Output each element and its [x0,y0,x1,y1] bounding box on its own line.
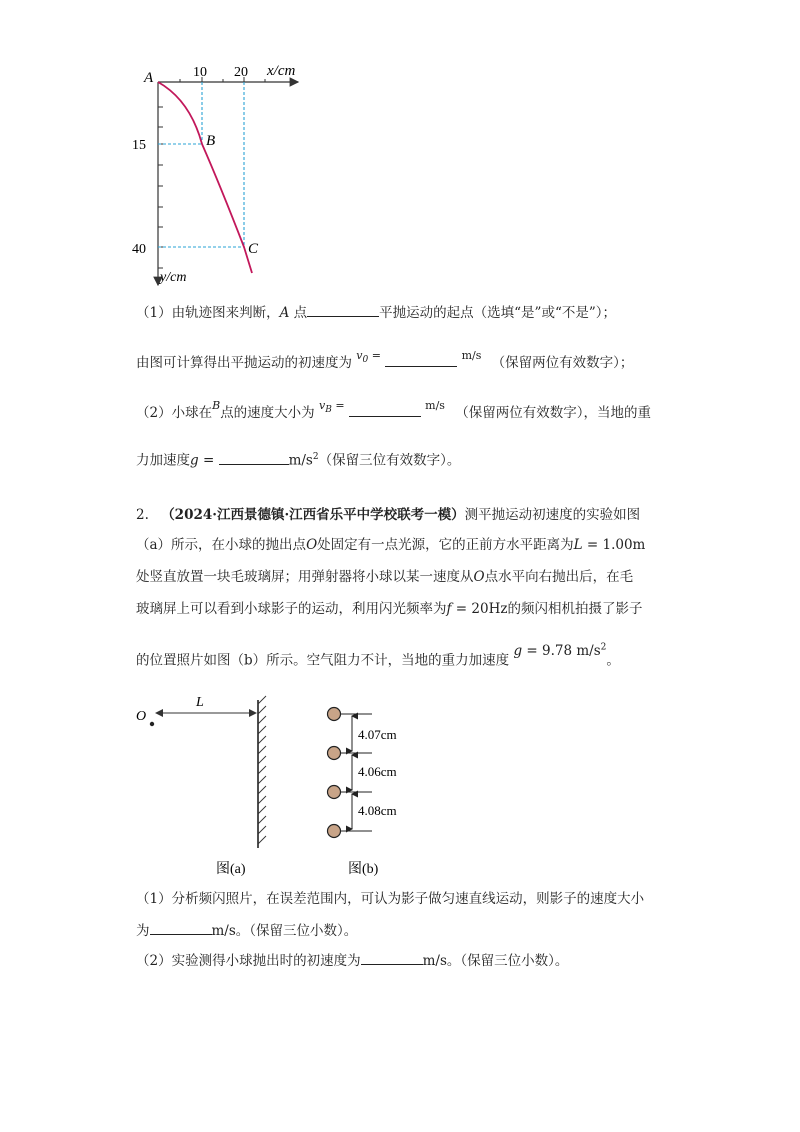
q2-line3: 处竖直放置一块毛玻璃屏；用弹射器将小球以某一速度从O点水平向右抛出后，在毛 [136,569,634,585]
answer-blank-start-point[interactable] [307,302,379,317]
point-c-label: C [248,241,259,257]
shadow-ball-3 [328,786,341,799]
y-tick-15: 15 [132,138,146,153]
shadow-ball-1 [328,708,341,721]
gap-label-1: 4.07cm [358,727,397,742]
figure-b [318,700,438,880]
answer-blank-g[interactable] [219,450,289,465]
x-tick-10: 10 [193,65,207,80]
q1-part1-line: （1）由轨迹图来判断，A 点 平抛运动的起点（选填“是”或“不是”）； [136,302,616,323]
trajectory-figure [120,55,320,295]
x-tick-20: 20 [234,65,248,80]
answer-blank-vb[interactable] [349,402,421,417]
origin-o-label: O [136,709,147,724]
shadow-ball-4 [328,825,341,838]
x-axis-label: x/cm [267,63,296,79]
q1-part2-line: （2）小球在$^B$点的速度大小为 $^{v_B =}$ $^{m/s}$ （保留两位有效数字），当地的重 [136,399,651,421]
answer-blank-initial-speed[interactable] [361,950,423,965]
gap-label-2: 4.06cm [358,764,397,779]
shadow-ball-2 [328,747,341,760]
answer-blank-v0[interactable] [385,352,457,367]
q2-line5: 的位置照片如图（b）所示。空气阻力不计，当地的重力加速度 g = 9.78 $m/s^2$。 [136,642,620,669]
q2-source: （2024·江西景德镇·江西省乐平中学校联考一模） [161,507,465,523]
screen-hatching [258,696,266,844]
gap-label-3: 4.08cm [358,803,397,818]
answer-blank-shadow-speed[interactable] [150,920,212,935]
figure-b-caption: 图(b) [348,862,379,877]
y-axis-label: y/cm [160,270,187,285]
q2-sub1-line2: 为 m/s。（保留三位小数）。 [136,920,357,941]
distance-l-label: L [196,695,204,710]
y-tick-40: 40 [132,242,146,257]
q2-sub2-line: （2）实验测得小球抛出时的初速度为 m/s。（保留三位小数）。 [136,950,568,971]
point-a-label: A [144,70,154,86]
q2-sub1-line1: （1）分析频闪照片，在误差范围内，可认为影子做匀速直线运动，则影子的速度大小 [136,891,645,907]
point-b-label: B [206,133,216,149]
figure-a-caption: 图(a) [216,862,246,877]
light-source-dot [150,722,154,726]
q1-v0-line: 由图可计算得出平抛运动的初速度为 $^{v_0 =}$ $^{m/s}$ （保留两位有效数字）； [136,349,634,371]
figure-a [130,690,280,880]
guide-lines [158,82,244,247]
q2-line1: 2. （2024·江西景德镇·江西省乐平中学校联考一模）测平抛运动初速度的实验如图 [136,507,641,523]
q2-line4: 玻璃屏上可以看到小球影子的运动，利用闪光频率为f = 20Hz的频闪相机拍摄了影子 [136,601,643,617]
q2-line2: （a）所示，在小球的抛出点O处固定有一点光源，它的正前方水平距离为L = 1.00m [136,537,646,553]
q1-g-line: 力加速度$g = m/s^2$（保留三位有效数字）。 [136,447,460,471]
trajectory-curve [158,82,252,273]
